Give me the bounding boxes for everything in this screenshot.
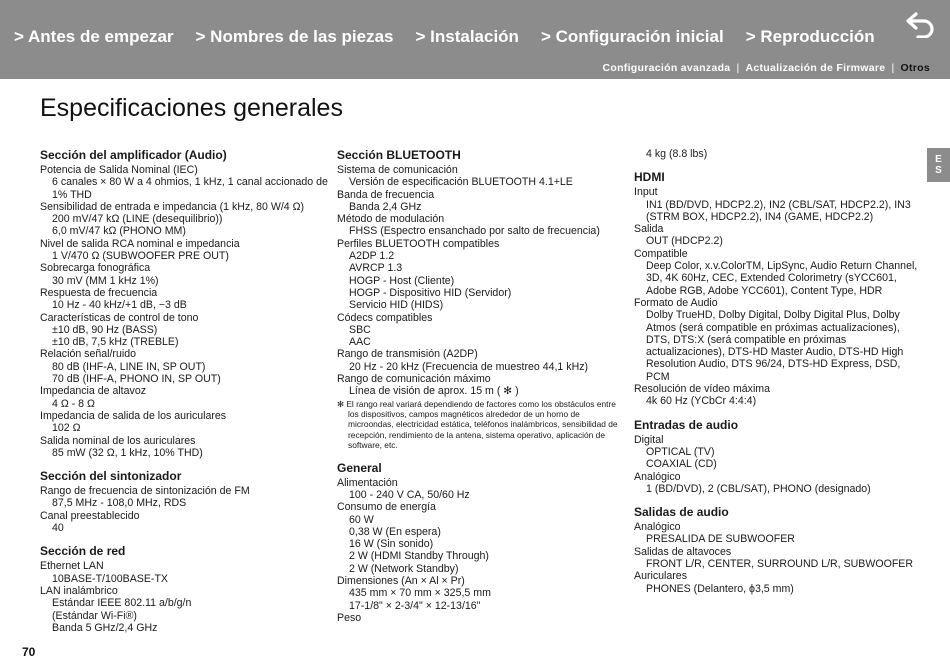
language-letter: E bbox=[935, 154, 942, 165]
nav-instalacion[interactable]: > Instalación bbox=[415, 27, 519, 46]
spec-value: A2DP 1.2 bbox=[349, 250, 395, 263]
spec-label: Características de control de tono bbox=[40, 311, 199, 324]
spec-label: Analógico bbox=[634, 521, 681, 534]
spec-label: Impedancia de salida de los auriculares bbox=[40, 409, 227, 422]
spec-value: Servicio HID (HIDS) bbox=[349, 299, 444, 312]
main-nav bbox=[14, 27, 875, 47]
spec-label: Input bbox=[634, 186, 658, 199]
spec-label: Códecs compatibles bbox=[337, 311, 433, 324]
spec-value: 30 mV (MM 1 kHz 1%) bbox=[52, 274, 159, 287]
section-heading: HDMI bbox=[634, 170, 665, 185]
spec-label: Salida bbox=[634, 223, 664, 236]
section-heading: Sección del amplificador (Audio) bbox=[40, 148, 227, 162]
section-heading: Sección del sintonizador bbox=[40, 469, 182, 484]
spec-value: 1 (BD/DVD), 2 (CBL/SAT), PHONO (designado) bbox=[646, 482, 871, 495]
spec-label: Salida nominal de los auriculares bbox=[40, 434, 196, 447]
spec-label: Resolución de vídeo máxima bbox=[634, 383, 771, 396]
spec-value: AVRCP 1.3 bbox=[349, 262, 403, 275]
spec-value: 200 mV/47 kΩ (LINE (desequilibrio)) bbox=[52, 213, 223, 226]
spec-value: Estándar IEEE 802.11 a/b/g/n bbox=[52, 597, 192, 610]
spec-value: PRESALIDA DE SUBWOOFER bbox=[646, 533, 795, 546]
spec-label: Respuesta de frecuencia bbox=[40, 286, 158, 299]
spec-value: 70 dB (IHF-A, PHONO IN, SP OUT) bbox=[52, 373, 221, 386]
spec-column-3 bbox=[634, 148, 919, 595]
spec-value: 0,38 W (En espera) bbox=[349, 525, 441, 538]
spec-label: Impedancia de altavoz bbox=[40, 385, 147, 398]
nav-antes-de-empezar[interactable]: > Antes de empezar bbox=[14, 27, 174, 46]
spec-value: 435 mm × 70 mm × 325,5 mm bbox=[349, 587, 491, 600]
footnote: ✻ El rango real variará dependiendo de factores como los obstáculos entre los dispositivos, campos magnéticos alrededor de un horno de microondas, electricidad estática, teléfonos inalámbricos, sensibilidad de recepción, rendimiento de la antena, sistema operativo, aplicación de software, etc. bbox=[337, 398, 618, 451]
spec-value: FRONT L/R, CENTER, SURROUND L/R, SUBWOOFER bbox=[646, 558, 914, 571]
section-heading: Sección de red bbox=[40, 544, 126, 559]
spec-value: 4k 60 Hz (YCbCr 4:4:4) bbox=[646, 395, 757, 408]
spec-value: OPTICAL (TV) bbox=[646, 445, 715, 458]
spec-label: Alimentación bbox=[337, 476, 398, 489]
spec-label: Sistema de comunicación bbox=[337, 164, 458, 176]
spec-label: Peso bbox=[337, 611, 362, 624]
spec-label: Sensibilidad de entrada e impedancia (1 kHz, 80 W/4 Ω) bbox=[40, 200, 305, 213]
nav-configuracion-inicial[interactable]: > Configuración inicial bbox=[540, 27, 724, 46]
spec-value: Deep Color, x.v.ColorTM, LipSync, Audio Return Channel, 3D, 4K 60Hz, CEC, Extended Colorimetry (sYCC601, Adobe RGB, Adobe YCC601), Content Type, HDR bbox=[646, 260, 918, 297]
section-heading: General bbox=[337, 460, 382, 475]
spec-label: Método de modulación bbox=[337, 213, 445, 226]
spec-value: 102 Ω bbox=[52, 422, 81, 435]
spec-label: Canal preestablecido bbox=[40, 509, 140, 522]
spec-value: 16 W (Sin sonido) bbox=[349, 538, 434, 551]
section-heading: Salidas de audio bbox=[634, 505, 729, 520]
spec-value: 2 W (HDMI Standby Through) bbox=[349, 550, 489, 563]
spec-value: 10 Hz - 40 kHz/+1 dB, −3 dB bbox=[52, 299, 187, 312]
page-number: 70 bbox=[22, 645, 36, 659]
spec-value: 2 W (Network Standby) bbox=[349, 562, 459, 575]
section-heading: Sección BLUETOOTH bbox=[337, 148, 461, 162]
spec-label: Sobrecarga fonográfica bbox=[40, 262, 151, 275]
spec-value: 4 Ω - 8 Ω bbox=[52, 397, 95, 410]
sub-navigation bbox=[602, 62, 930, 74]
spec-label: Analógico bbox=[634, 470, 681, 483]
spec-label: Auriculares bbox=[634, 570, 687, 583]
spec-value: 6 canales × 80 W a 4 ohmios, 1 kHz, 1 canal accionado de 1% THD bbox=[52, 176, 328, 201]
spec-value: 6,0 mV/47 kΩ (PHONO MM) bbox=[52, 225, 186, 238]
spec-label: Ethernet LAN bbox=[40, 560, 104, 573]
spec-value: 100 - 240 V CA, 50/60 Hz bbox=[349, 488, 470, 501]
return-arrow-icon[interactable] bbox=[904, 8, 938, 38]
subnav-separator: | bbox=[891, 62, 895, 74]
spec-value: HOGP - Dispositivo HID (Servidor) bbox=[349, 286, 512, 299]
spec-value: SBC bbox=[349, 323, 371, 336]
language-letter: S bbox=[935, 165, 942, 176]
nav-reproduccion[interactable]: > Reproducción bbox=[745, 27, 875, 46]
spec-value: Versión de especificación BLUETOOTH 4.1+LE bbox=[349, 176, 573, 189]
spec-value: 20 Hz - 20 kHz (Frecuencia de muestreo 44,1 kHz) bbox=[349, 360, 589, 373]
spec-value: OUT (HDCP2.2) bbox=[646, 235, 723, 248]
spec-label: Rango de comunicación máximo bbox=[337, 373, 491, 386]
spec-column-1 bbox=[40, 148, 330, 634]
language-tab bbox=[927, 148, 950, 182]
spec-value: AAC bbox=[349, 336, 371, 349]
spec-value: 85 mW (32 Ω, 1 kHz, 10% THD) bbox=[52, 446, 203, 459]
spec-value: (Estándar Wi-Fi®) bbox=[52, 609, 137, 622]
spec-label: Rango de frecuencia de sintonización de FM bbox=[40, 485, 250, 498]
section-heading: Entradas de audio bbox=[634, 417, 739, 432]
spec-value: 10BASE-T/100BASE-TX bbox=[52, 572, 168, 585]
spec-label: LAN inalámbrico bbox=[40, 584, 118, 597]
spec-value: Banda 2,4 GHz bbox=[349, 200, 422, 213]
spec-value: COAXIAL (CD) bbox=[646, 458, 717, 471]
nav-nombres-de-las-piezas[interactable]: > Nombres de las piezas bbox=[195, 27, 394, 46]
spec-value: 1 V/470 Ω (SUBWOOFER PRE OUT) bbox=[52, 250, 229, 263]
page-title: Especificaciones generales bbox=[40, 94, 343, 122]
spec-value: Dolby TrueHD, Dolby Digital, Dolby Digital Plus, Dolby Atmos (será compatible en próximas actualizaciones), DTS, DTS:X (será compatible en próximas actualizaciones), DTS-HD Master Audio, DTS-HD High Resolution Audio, DTS 96/24, DTS-HD Express, DSD, PCM bbox=[646, 309, 904, 383]
spec-value: ±10 dB, 90 Hz (BASS) bbox=[52, 323, 158, 336]
spec-value: 17-1/8" × 2-3/4" × 12-13/16" bbox=[349, 599, 481, 612]
spec-label: Consumo de energía bbox=[337, 501, 436, 514]
spec-value: 4 kg (8.8 lbs) bbox=[646, 148, 708, 160]
spec-value: Línea de visión de aprox. 15 m ( ✻ ) bbox=[349, 385, 519, 398]
spec-value: 40 bbox=[52, 522, 64, 535]
spec-label: Formato de Audio bbox=[634, 296, 718, 309]
spec-value: 60 W bbox=[349, 513, 374, 526]
spec-column-2 bbox=[337, 148, 622, 624]
spec-label: Salidas de altavoces bbox=[634, 545, 732, 558]
subnav-otros[interactable]: Otros bbox=[900, 62, 930, 74]
spec-value: 87,5 MHz - 108,0 MHz, RDS bbox=[52, 497, 187, 510]
spec-label: Nivel de salida RCA nominal e impedancia bbox=[40, 237, 240, 250]
subnav-separator: | bbox=[736, 62, 740, 74]
spec-value: FHSS (Espectro ensanchado por salto de frecuencia) bbox=[349, 225, 600, 238]
spec-value: Banda 5 GHz/2,4 GHz bbox=[52, 621, 158, 634]
spec-label: Rango de transmisión (A2DP) bbox=[337, 348, 478, 361]
spec-label: Banda de frecuencia bbox=[337, 188, 435, 201]
top-navigation-bar bbox=[0, 0, 950, 79]
spec-label: Potencia de Salida Nominal (IEC) bbox=[40, 164, 198, 176]
spec-label: Perfiles BLUETOOTH compatibles bbox=[337, 237, 500, 250]
spec-label: Dimensiones (An × Al × Pr) bbox=[337, 575, 465, 588]
spec-label: Relación señal/ruido bbox=[40, 348, 136, 361]
spec-value: HOGP - Host (Cliente) bbox=[349, 274, 455, 287]
spec-value: IN1 (BD/DVD, HDCP2.2), IN2 (CBL/SAT, HDCP2.2), IN3 (STRM BOX, HDCP2.2), IN4 (GAME, HDCP2.2) bbox=[646, 198, 911, 223]
subnav-actualizacion-firmware[interactable]: Actualización de Firmware bbox=[745, 62, 886, 74]
subnav-configuracion-avanzada[interactable]: Configuración avanzada bbox=[602, 62, 731, 74]
spec-value: PHONES (Delantero, ϕ3,5 mm) bbox=[646, 582, 794, 595]
spec-value: ±10 dB, 7,5 kHz (TREBLE) bbox=[52, 336, 179, 349]
spec-label: Compatible bbox=[634, 247, 688, 260]
spec-value: 80 dB (IHF-A, LINE IN, SP OUT) bbox=[52, 360, 206, 373]
spec-label: Digital bbox=[634, 433, 664, 446]
